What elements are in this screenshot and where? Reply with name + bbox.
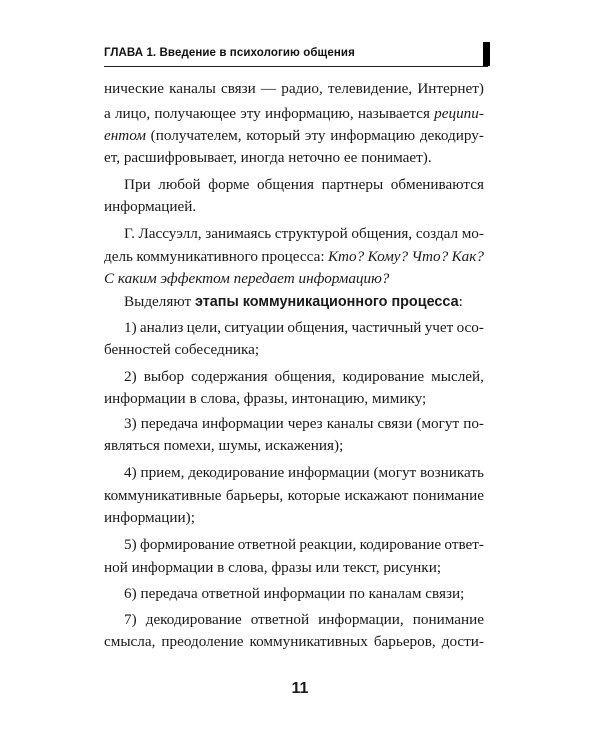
word: преодоление <box>161 633 244 650</box>
word: коммуникативных <box>249 633 368 650</box>
word: (получателем, <box>150 127 242 144</box>
word: барьеров, <box>373 633 436 650</box>
text-line <box>104 462 484 484</box>
word: бенностей собеседника; <box>104 341 260 358</box>
word: а <box>104 105 111 122</box>
word: искажают <box>344 487 409 504</box>
text-line <box>104 268 484 290</box>
word: процесса: <box>261 248 325 265</box>
word: Выделяют <box>124 293 195 310</box>
word: ответ- <box>444 536 484 553</box>
word: формирование <box>139 536 235 553</box>
word: структурой <box>274 225 348 242</box>
word: передача <box>140 415 198 432</box>
word: реципи- <box>434 105 484 122</box>
word: ответной <box>250 611 310 628</box>
word: 4) <box>124 464 137 481</box>
word: информации <box>287 464 370 481</box>
word: кодирование <box>342 368 425 385</box>
word: информации); <box>104 509 195 526</box>
word: каналы <box>326 415 374 432</box>
word: любой <box>158 176 201 193</box>
word: 7) <box>124 611 137 628</box>
word: учет <box>424 319 454 336</box>
word: связи <box>377 415 413 432</box>
word: партнеры <box>321 176 384 193</box>
word: анализ <box>139 319 184 336</box>
word: Кто? <box>327 248 365 265</box>
word: информацию, <box>264 105 354 122</box>
word: обмениваются <box>390 176 484 193</box>
word: понимание <box>412 611 484 628</box>
word: являться помехи, шумы, искажения); <box>104 437 344 454</box>
text-line <box>104 631 484 653</box>
text-line <box>104 583 484 605</box>
word: ет, расшифровывает, иногда неточно ее понимает). <box>104 149 432 166</box>
word: (могут <box>373 464 417 481</box>
word: коммуникативные <box>104 487 222 504</box>
word: через <box>287 415 323 432</box>
word: частичный <box>351 319 422 336</box>
text-line <box>104 174 484 196</box>
word: мыслей, <box>431 368 484 385</box>
word: выбор <box>143 368 185 385</box>
running-head <box>104 44 488 67</box>
word: При <box>124 176 151 193</box>
word: телевидение, <box>327 80 413 97</box>
word: нические <box>104 80 165 97</box>
word: 5) <box>124 536 137 553</box>
word: мо- <box>461 225 484 242</box>
text-line <box>104 557 484 579</box>
word: понимание <box>412 487 484 504</box>
text-line <box>104 388 484 410</box>
word: (могут <box>416 415 460 432</box>
text-line <box>104 147 484 169</box>
word: 6) передача ответной информации по каналам связи; <box>124 585 465 602</box>
word: называется <box>357 105 430 122</box>
word: общения, <box>351 225 413 242</box>
word: С каким эффектом передает информацию? <box>104 270 390 287</box>
word: общения, <box>287 319 349 336</box>
word: 3) <box>124 415 137 432</box>
word: радио, <box>281 80 323 97</box>
word: информации в слова, фразы, интонацию, мимику; <box>104 390 427 407</box>
word: коммуникативного <box>136 248 258 265</box>
text-line <box>104 339 484 361</box>
text-line <box>104 507 484 529</box>
word: каналы <box>169 80 216 97</box>
word: цели, <box>186 319 222 336</box>
text-line <box>104 413 484 435</box>
word: декодирование <box>188 464 285 481</box>
text-line <box>104 609 484 631</box>
word: дости- <box>441 633 484 650</box>
word: которые <box>287 487 341 504</box>
word: — <box>260 80 277 97</box>
chapter-title: ГЛАВА 1. Введение в психологию общения <box>104 47 355 59</box>
word: барьеры, <box>225 487 284 504</box>
word: информацией. <box>104 198 197 215</box>
text-line <box>104 485 484 507</box>
text-line <box>104 78 484 100</box>
word: Что? <box>411 248 449 265</box>
word: Лассуэлл, <box>138 225 202 242</box>
text-line <box>104 534 484 556</box>
word: 2) <box>124 368 137 385</box>
word: декодиру- <box>419 127 484 144</box>
text-line <box>104 196 484 218</box>
word: эту <box>304 127 326 144</box>
word: Г. <box>124 225 135 242</box>
word: ной информации в слова, фразы или текст, рисунки; <box>104 559 442 576</box>
text-line <box>104 366 484 388</box>
text-line <box>104 291 484 313</box>
word: который <box>246 127 301 144</box>
word: Кому? <box>367 248 409 265</box>
word: ентом <box>104 127 146 144</box>
word: реакции, <box>299 536 357 553</box>
text-line <box>104 435 484 457</box>
word: информации, <box>318 611 404 628</box>
word: кодирование <box>359 536 442 553</box>
word: декодирование <box>145 611 242 628</box>
word: осо- <box>456 319 484 336</box>
word: форме <box>208 176 250 193</box>
word: общения, <box>274 368 336 385</box>
text-line <box>104 246 484 268</box>
word: смысла, <box>104 633 156 650</box>
word: создал <box>415 225 459 242</box>
word: Как? <box>451 248 484 265</box>
word: прием, <box>140 464 185 481</box>
word: информацию <box>330 127 416 144</box>
word: информации <box>202 415 284 432</box>
word: возникать <box>419 464 484 481</box>
header-marker-bar <box>483 42 490 66</box>
text-line <box>104 223 484 245</box>
text-line <box>104 317 484 339</box>
word: общения <box>257 176 315 193</box>
word: этапы коммуникационного процесса <box>194 294 459 310</box>
word: ответной <box>237 536 297 553</box>
word: занимаясь <box>205 225 272 242</box>
text-line <box>104 125 484 147</box>
word: по- <box>463 415 484 432</box>
word: получающее <box>154 105 236 122</box>
word: связи <box>220 80 256 97</box>
text-line <box>104 103 484 125</box>
word: эту <box>240 105 261 122</box>
word: ситуации <box>224 319 285 336</box>
word: содержания <box>191 368 268 385</box>
word: дель <box>104 248 133 265</box>
word: : <box>458 293 463 310</box>
word: Интернет) <box>417 80 484 97</box>
word: лицо, <box>114 105 151 122</box>
word: 1) <box>124 319 137 336</box>
page-number: 11 <box>291 680 309 697</box>
